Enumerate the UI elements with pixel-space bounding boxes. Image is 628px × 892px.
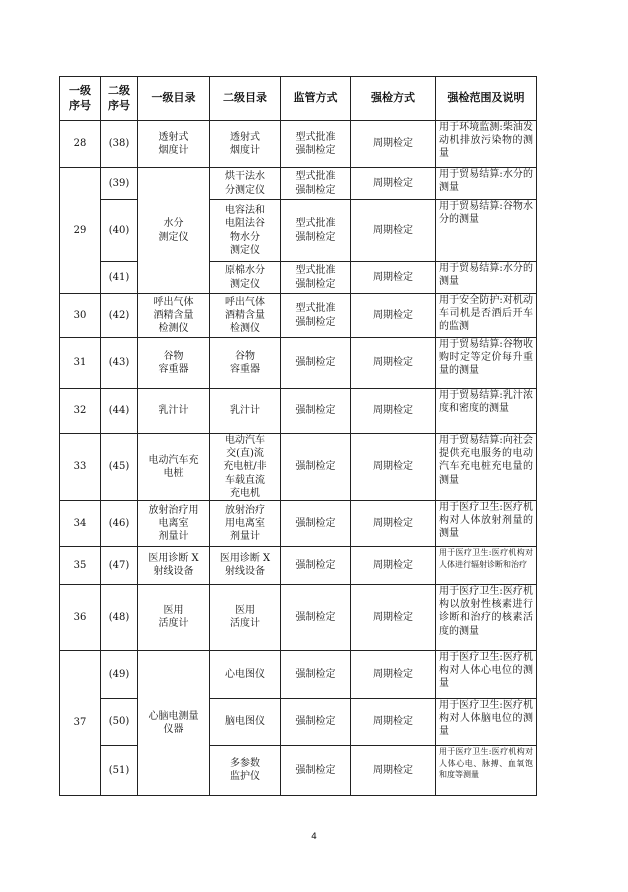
level1-category-cell: 水分 测定仪 <box>138 168 210 294</box>
inspection-method-cell: 周期检定 <box>351 650 436 698</box>
table-row <box>60 546 537 584</box>
inspection-method-cell: 周期检定 <box>351 500 436 546</box>
scope-description-cell: 用于贸易结算:谷物收购时定等定价每升重量的测量 <box>436 338 537 389</box>
level1-number-cell: 34 <box>60 500 101 546</box>
level1-category-cell: 谷物 容重器 <box>138 338 210 389</box>
table-row <box>60 434 537 501</box>
inspection-method-cell: 周期检定 <box>351 745 436 795</box>
header-cell: 一级 序号 <box>60 77 101 121</box>
level2-number-cell: (41) <box>101 262 138 294</box>
scope-description-cell: 用于贸易结算:向社会提供充电服务的电动汽车充电桩充电量的测量 <box>436 434 537 501</box>
scope-description-cell: 用于贸易结算:乳汁浓度和密度的测量 <box>436 389 537 434</box>
level1-category-cell: 呼出气体 酒精含量 检测仪 <box>138 294 210 338</box>
inspection-method-cell: 周期检定 <box>351 546 436 584</box>
table-row <box>60 650 537 698</box>
level1-category-cell: 电动汽车充 电桩 <box>138 434 210 501</box>
level1-number-cell: 33 <box>60 434 101 501</box>
supervision-cell: 型式批准 强制检定 <box>281 262 351 294</box>
supervision-cell: 强制检定 <box>281 698 351 745</box>
level2-number-cell: (39) <box>101 168 138 200</box>
level2-number-cell: (47) <box>101 546 138 584</box>
inspection-method-cell: 周期检定 <box>351 200 436 262</box>
level1-number-cell: 36 <box>60 584 101 650</box>
level2-category-cell: 电动汽车 交(直)流 充电桩/非 车载直流 充电机 <box>210 434 281 501</box>
level1-number-cell: 31 <box>60 338 101 389</box>
table-row <box>60 200 537 262</box>
level1-category-cell: 医用诊断 X 射线设备 <box>138 546 210 584</box>
supervision-cell: 强制检定 <box>281 434 351 501</box>
level2-number-cell: (43) <box>101 338 138 389</box>
table-row <box>60 121 537 168</box>
level2-category-cell: 谷物 容重器 <box>210 338 281 389</box>
scope-description-cell: 用于环境监测:柴油发动机排放污染物的测量 <box>436 121 537 168</box>
table-row <box>60 262 537 294</box>
supervision-cell: 强制检定 <box>281 584 351 650</box>
inspection-method-cell: 周期检定 <box>351 121 436 168</box>
header-cell: 一级目录 <box>138 77 210 121</box>
table-header-row <box>60 77 537 121</box>
supervision-cell: 型式批准 强制检定 <box>281 200 351 262</box>
table-body <box>60 121 537 796</box>
inspection-method-cell: 周期检定 <box>351 434 436 501</box>
level1-category-cell: 医用 活度计 <box>138 584 210 650</box>
inspection-method-cell: 周期检定 <box>351 168 436 200</box>
level2-number-cell: (44) <box>101 389 138 434</box>
table-row <box>60 584 537 650</box>
level1-category-cell: 乳汁计 <box>138 389 210 434</box>
supervision-cell: 型式批准 强制检定 <box>281 121 351 168</box>
inspection-method-cell: 周期检定 <box>351 294 436 338</box>
level2-category-cell: 放射治疗 用电离室 剂量计 <box>210 500 281 546</box>
level2-category-cell: 医用诊断 X 射线设备 <box>210 546 281 584</box>
level2-category-cell: 心电图仪 <box>210 650 281 698</box>
scope-description-cell: 用于贸易结算:水分的测量 <box>436 262 537 294</box>
level2-number-cell: (49) <box>101 650 138 698</box>
level1-number-cell: 28 <box>60 121 101 168</box>
scope-description-cell: 用于医疗卫生:医疗机构对人体放射剂量的测量 <box>436 500 537 546</box>
inspection-method-cell: 周期检定 <box>351 262 436 294</box>
supervision-cell: 强制检定 <box>281 389 351 434</box>
level1-number-cell: 32 <box>60 389 101 434</box>
supervision-cell: 强制检定 <box>281 650 351 698</box>
level2-category-cell: 电容法和 电阻法谷 物水分 测定仪 <box>210 200 281 262</box>
scope-description-cell: 用于医疗卫生:医疗机构对人体进行辐射诊断和治疗 <box>436 546 537 584</box>
level2-number-cell: (48) <box>101 584 138 650</box>
header-cell: 强检范围及说明 <box>436 77 537 121</box>
level2-number-cell: (38) <box>101 121 138 168</box>
table-row <box>60 168 537 200</box>
scope-description-cell: 用于贸易结算:水分的测量 <box>436 168 537 200</box>
page-number: 4 <box>311 832 317 842</box>
level2-category-cell: 透射式 烟度计 <box>210 121 281 168</box>
header-cell: 强检方式 <box>351 77 436 121</box>
level1-category-cell: 透射式 烟度计 <box>138 121 210 168</box>
level2-number-cell: (40) <box>101 200 138 262</box>
inspection-method-cell: 周期检定 <box>351 698 436 745</box>
level1-category-cell: 心脑电测量 仪器 <box>138 650 210 795</box>
level2-category-cell: 医用 活度计 <box>210 584 281 650</box>
scope-description-cell: 用于医疗卫生:医疗机构以放射性核素进行诊断和治疗的核素活度的测量 <box>436 584 537 650</box>
supervision-cell: 型式批准 强制检定 <box>281 168 351 200</box>
scope-description-cell: 用于医疗卫生:医疗机构对人体心电、脉搏、血氧饱和度等测量 <box>436 745 537 795</box>
level2-number-cell: (51) <box>101 745 138 795</box>
supervision-cell: 强制检定 <box>281 500 351 546</box>
table-row <box>60 294 537 338</box>
supervision-cell: 强制检定 <box>281 338 351 389</box>
scope-description-cell: 用于贸易结算:谷物水分的测量 <box>436 200 537 262</box>
supervision-cell: 强制检定 <box>281 745 351 795</box>
scope-description-cell: 用于医疗卫生:医疗机构对人体脑电位的测量 <box>436 698 537 745</box>
level2-number-cell: (45) <box>101 434 138 501</box>
level2-number-cell: (50) <box>101 698 138 745</box>
level2-category-cell: 脑电图仪 <box>210 698 281 745</box>
table-row <box>60 338 537 389</box>
inspection-method-cell: 周期检定 <box>351 584 436 650</box>
regulation-table <box>59 76 537 796</box>
supervision-cell: 强制检定 <box>281 546 351 584</box>
scope-description-cell: 用于安全防护:对机动车司机是否酒后开车的监测 <box>436 294 537 338</box>
level2-category-cell: 呼出气体 酒精含量 检测仪 <box>210 294 281 338</box>
inspection-method-cell: 周期检定 <box>351 389 436 434</box>
header-cell: 监管方式 <box>281 77 351 121</box>
table-row <box>60 698 537 745</box>
table-row <box>60 500 537 546</box>
level1-number-cell: 29 <box>60 168 101 294</box>
level1-number-cell: 30 <box>60 294 101 338</box>
level2-number-cell: (46) <box>101 500 138 546</box>
supervision-cell: 型式批准 强制检定 <box>281 294 351 338</box>
scope-description-cell: 用于医疗卫生:医疗机构对人体心电位的测量 <box>436 650 537 698</box>
header-cell: 二级 序号 <box>101 77 138 121</box>
table-row <box>60 389 537 434</box>
level2-category-cell: 乳汁计 <box>210 389 281 434</box>
level2-category-cell: 烘干法水 分测定仪 <box>210 168 281 200</box>
level2-category-cell: 多参数 监护仪 <box>210 745 281 795</box>
level1-number-cell: 37 <box>60 650 101 795</box>
header-cell: 二级目录 <box>210 77 281 121</box>
inspection-method-cell: 周期检定 <box>351 338 436 389</box>
level2-category-cell: 原棉水分 测定仪 <box>210 262 281 294</box>
level1-category-cell: 放射治疗用 电离室 剂量计 <box>138 500 210 546</box>
level1-number-cell: 35 <box>60 546 101 584</box>
level2-number-cell: (42) <box>101 294 138 338</box>
table-row <box>60 745 537 795</box>
